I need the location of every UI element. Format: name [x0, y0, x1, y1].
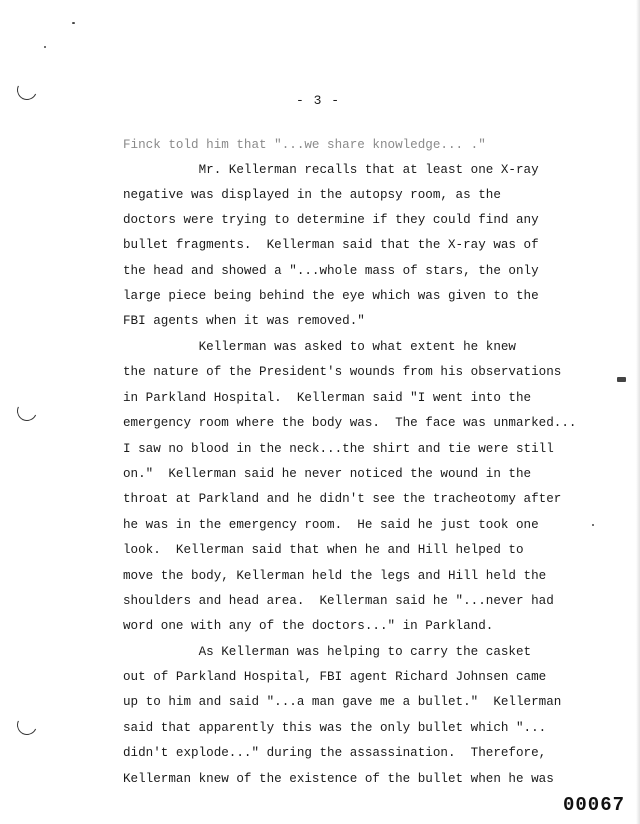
text-line: Mr. Kellerman recalls that at least one X-ray: [123, 163, 539, 177]
page-edge-shadow: [636, 0, 640, 824]
text-line: said that apparently this was the only bullet which "...: [123, 721, 547, 735]
text-line: bullet fragments. Kellerman said that the X-ray was of: [123, 238, 539, 252]
text-line: Kellerman was asked to what extent he knew: [123, 340, 516, 354]
text-line: didn't explode..." during the assassination. Therefore,: [123, 746, 547, 760]
page-number: - 3 -: [296, 93, 341, 108]
scan-speck: [72, 22, 75, 24]
text-line: look. Kellerman said that when he and Hill helped to: [123, 543, 524, 557]
scan-speck: [44, 46, 46, 48]
text-line: in Parkland Hospital. Kellerman said "I went into the: [123, 391, 532, 405]
text-line: FBI agents when it was removed.": [123, 314, 365, 328]
text-line: the head and showed a "...whole mass of stars, the only: [123, 264, 539, 278]
text-line: throat at Parkland and he didn't see the tracheotomy after: [123, 492, 562, 506]
text-line: word one with any of the doctors..." in Parkland.: [123, 619, 494, 633]
punch-hole-middle: [14, 398, 40, 424]
text-line: he was in the emergency room. He said he just took one: [123, 518, 539, 532]
text-line: doctors were trying to determine if they could find any: [123, 213, 539, 227]
scan-mark: [617, 377, 626, 382]
text-line: Finck told him that "...we share knowledge... .": [123, 138, 486, 152]
text-line: the nature of the President's wounds from his observations: [123, 365, 562, 379]
text-line: out of Parkland Hospital, FBI agent Richard Johnsen came: [123, 670, 547, 684]
text-line: large piece being behind the eye which was given to the: [123, 289, 539, 303]
scan-speck: [592, 524, 594, 526]
text-line: negative was displayed in the autopsy room, as the: [123, 188, 501, 202]
text-line: up to him and said "...a man gave me a bullet." Kellerman: [123, 695, 562, 709]
text-line: As Kellerman was helping to carry the casket: [123, 645, 532, 659]
text-line: move the body, Kellerman held the legs and Hill held the: [123, 569, 547, 583]
text-line: shoulders and head area. Kellerman said he "...never had: [123, 594, 554, 608]
punch-hole-top: [14, 77, 40, 103]
punch-hole-bottom: [14, 712, 40, 738]
document-number-stamp: 00067: [563, 794, 626, 816]
text-line: emergency room where the body was. The face was unmarked...: [123, 416, 577, 430]
text-line: on." Kellerman said he never noticed the wound in the: [123, 467, 532, 481]
text-line: Kellerman knew of the existence of the bullet when he was: [123, 772, 554, 786]
text-line: I saw no blood in the neck...the shirt and tie were still: [123, 442, 554, 456]
